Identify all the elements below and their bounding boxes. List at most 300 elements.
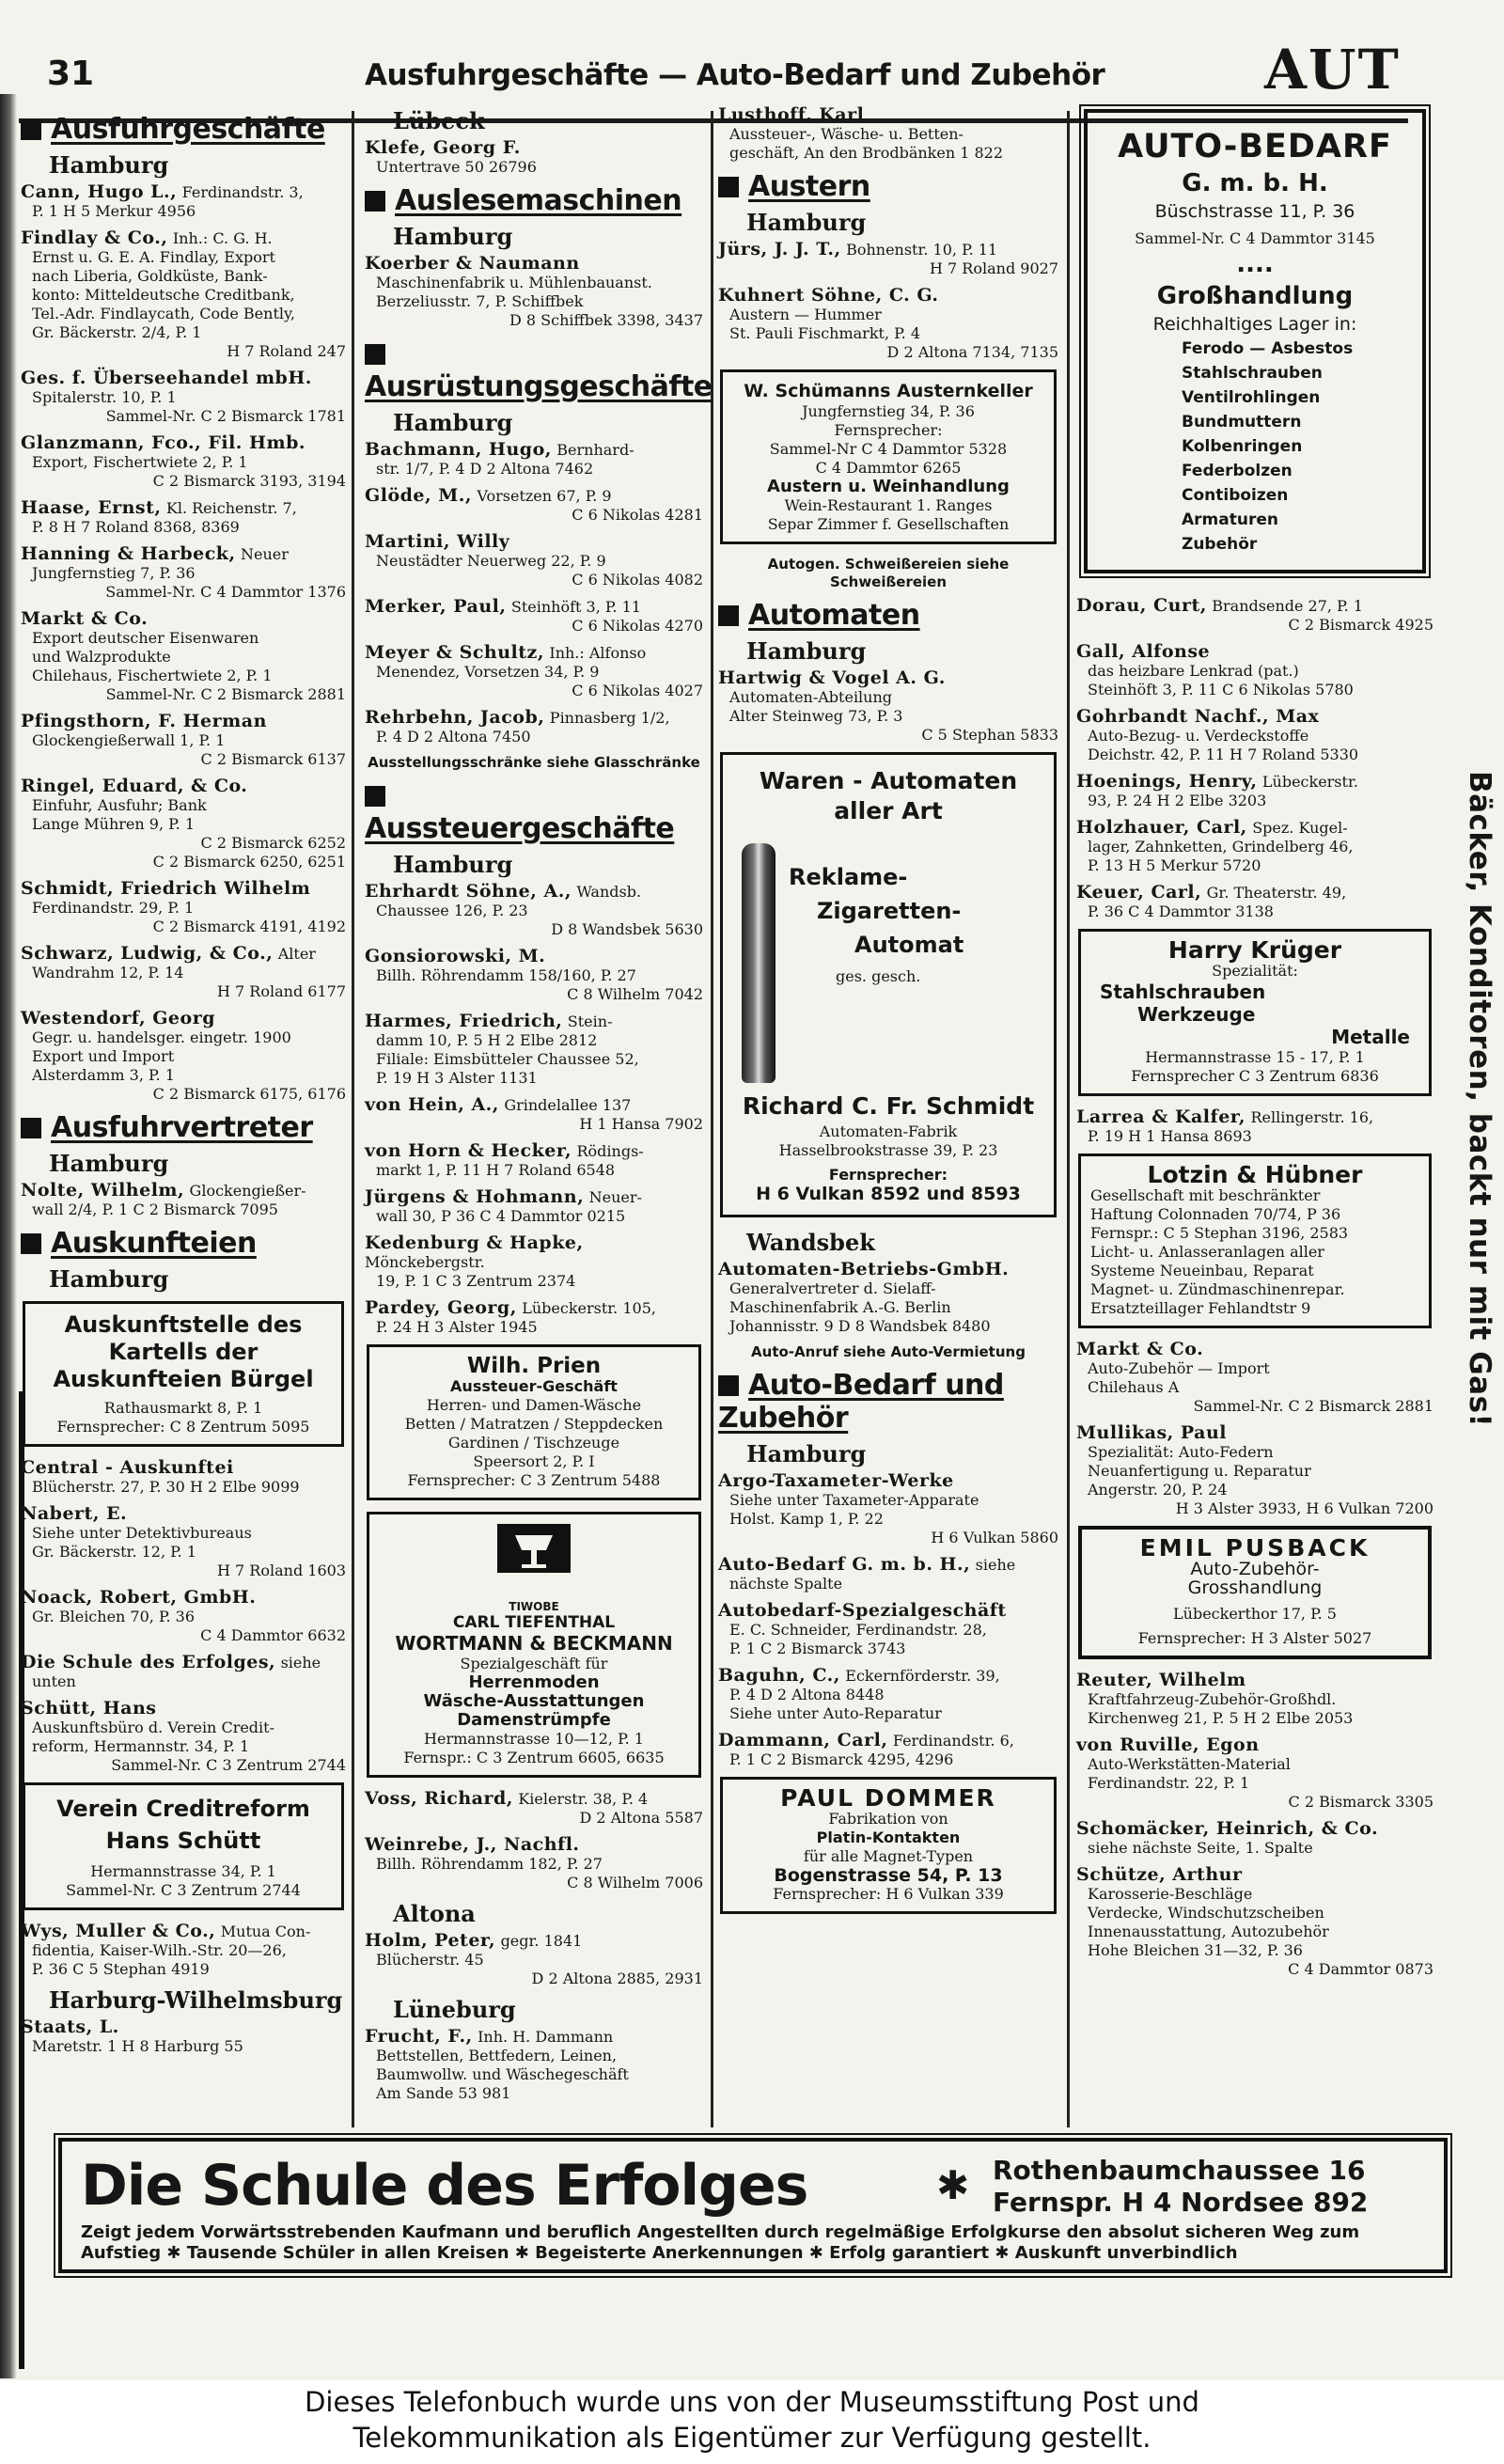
directory-entry [21,1588,346,1645]
entry-list [718,1260,1058,1336]
entry-name: Baguhn, C., [718,1665,840,1686]
entry-address: Bohnenstr. 10, P. 11 [846,241,998,259]
entry-address: Bernhard- [556,441,634,459]
entry-name: Central - Auskunftei [21,1457,234,1478]
entry-address: Stein- [567,1012,613,1030]
directory-entry [365,1187,703,1226]
directory-entry [718,1601,1058,1658]
section-heading: Austern [718,170,1058,203]
entry-line: Lange Mühren 9, P. 1 [32,815,195,833]
entry-name: Noack, Robert, GmbH. [21,1587,257,1608]
city-heading: Altona [393,1900,476,1927]
directory-entry [1076,1340,1434,1416]
directory-entry [718,668,1058,745]
entry-name: Hartwig & Vogel A. G. [718,667,946,688]
entry-line: Billh. Röhrendamm 182, P. 27 [376,1855,603,1873]
directory-entry [21,1181,346,1219]
directory-entry [365,708,703,746]
square-bullet-icon [365,786,385,807]
side-advert [1442,771,1498,1542]
entry-line: wall 30, P 36 C 4 Dammtor 0215 [376,1207,626,1225]
entry-name: Voss, Richard, [365,1788,513,1809]
entry-address: Lübeckerstr. 105, [522,1299,656,1317]
entry-line: St. Pauli Fischmarkt, P. 4 [729,324,920,342]
entry-line: Wandrahm 12, P. 14 [32,964,184,981]
entry-line: Spezialität: Auto-Federn [1088,1443,1274,1461]
entry-phone: C 4 Dammtor 0873 [1288,1960,1434,1978]
column-4 [1076,105,1434,1986]
entry-name: Die Schule des Erfolges, [21,1652,276,1672]
column-2 [365,105,713,2111]
entry-line: str. 1/7, P. 4 D 2 Altona 7462 [376,460,594,478]
entry-line: P. 4 D 2 Altona 7450 [376,728,531,745]
entry-phone: C 2 Bismarck 6137 [200,750,346,768]
entry-list [365,882,703,1337]
entry-phone: D 8 Wandsbek 5630 [551,920,703,938]
entry-name: Glöde, M., [365,485,472,506]
column-3 [718,105,1058,1925]
entry-name: Weinrebe, J., Nachfl. [365,1834,580,1855]
entry-address: Eckernförderstr. 39, [845,1667,1000,1685]
directory-entry [365,643,703,700]
entry-line: das heizbare Lenkrad (pat.) [1088,662,1299,680]
entry-name: Staats, L. [21,2017,119,2037]
column-divider-2 [711,111,713,2127]
entry-address: Lübeckerstr. [1261,773,1358,791]
entry-phone: D 2 Altona 7134, 7135 [886,343,1058,361]
entry-line: Steinhöft 3, P. 11 C 6 Nikolas 5780 [1088,681,1354,698]
directory-entry [1076,883,1434,921]
city-heading: Hamburg [49,1150,169,1177]
entry-list [365,138,703,177]
entry-list [365,2027,703,2103]
directory-entry [365,2027,703,2103]
page-title: Ausfuhrgeschäfte — Auto-Bedarf und Zubehör [365,58,1105,92]
directory-entry [718,1471,1058,1547]
entry-line: siehe nächste Seite, 1. Spalte [1088,1839,1313,1857]
entry-name: Hoenings, Henry, [1076,771,1258,792]
directory-entry [1076,596,1434,635]
directory-entry [365,1835,703,1892]
ad-box-schuemann: W. Schümanns Austernkeller Jungfernstieg 34, P. 36 Fernsprecher: Sammel-Nr C 4 Dammtor 5328 C 4 Dammtor 6265 Austern u. Weinhandlung Wein-Restaurant 1. Ranges Separ Zimmer f. Gesellschaften [720,369,1057,544]
ad-box-tiefenthal: TIWOBE CARL TIEFENTHAL WORTMANN & BECKMANN Spezialgeschäft für Herrenmoden Wäsche-Ausstattungen Damenstrümpfe Hermannstrasse 10—12, P. 1 Fernspr.: C 3 Zentrum 6605, 6635 [367,1512,701,1778]
entry-line: Baumwollw. und Wäschegeschäft [376,2065,629,2083]
section-heading: Auskunfteien [21,1227,346,1260]
entry-line: Auskunftsbüro d. Verein Credit- [32,1719,274,1736]
entry-line: wall 2/4, P. 1 C 2 Bismarck 7095 [32,1201,278,1218]
entry-line: Neuanfertigung u. Reparatur [1088,1462,1311,1480]
directory-entry [365,254,703,330]
square-bullet-icon [718,605,739,626]
directory-entry [365,597,703,636]
entry-address: Glockengießer- [189,1182,306,1200]
entry-list [21,1458,346,1775]
directory-entry [718,1260,1058,1336]
entry-address: Ferdinandstr. 3, [181,183,304,201]
directory-entry [365,138,703,177]
ad-box-prien: Wilh. Prien Aussteuer-Geschäft Herren- und Damen-Wäsche Betten / Matratzen / Steppdecken Gardinen / Tischzeuge Speersort 2, P. I Fernsprecher: C 3 Zentrum 5488 [367,1344,701,1500]
entry-address: gegr. 1841 [500,1932,583,1950]
banner-ad-schule-des-erfolges [58,2138,1448,2273]
entry-line: Untertrave 50 26796 [376,158,537,176]
ad-box-schmidt-automaten: Waren - Automaten aller Art Reklame- Zigaretten- Automat ges. gesch. Richard C. Fr. Schmidt Automaten-Fabrik Hasselbrookstrasse 39, P. 23 Fernsprecher: H 6 Vulkan 8592 und 8593 [720,752,1057,1217]
entry-phone: C 8 Wilhelm 7006 [567,1874,703,1891]
entry-line: Billh. Röhrendamm 158/160, P. 27 [376,966,636,984]
directory-entry [365,1095,703,1134]
entry-phone: Sammel-Nr. C 3 Zentrum 2744 [111,1756,346,1774]
section-heading: Auslesemaschinen [365,184,703,217]
entry-line: Tel.-Adr. Findlaycath, Code Bently, [32,305,295,322]
entry-line: Glockengießerwall 1, P. 1 [32,731,226,749]
entry-address: Mönckebergstr. [365,1253,485,1271]
entry-phone: H 7 Roland 247 [227,342,346,360]
directory-entry [21,879,346,936]
entry-name: Schütt, Hans [21,1698,157,1719]
entry-list [365,440,703,746]
entry-list [718,105,1058,163]
directory-entry [365,1298,703,1337]
entry-line: Ferdinandstr. 22, P. 1 [1088,1774,1250,1792]
entry-line: Einfuhr, Ausfuhr; Bank [32,796,207,814]
entry-line: Hohe Bleichen 31—32, P. 36 [1088,1941,1303,1959]
entry-line: 93, P. 24 H 2 Elbe 3203 [1088,792,1267,809]
entry-phone: Sammel-Nr. C 2 Bismarck 2881 [105,685,346,703]
directory-entry [1076,1107,1434,1146]
entry-name: Ges. f. Überseehandel mbH. [21,368,312,388]
entry-phone: C 6 Nikolas 4270 [572,617,703,635]
entry-line: Blücherstr. 45 [376,1951,484,1969]
ad-box-buergel: Auskunftstelle des Kartells der Auskunfteien Bürgel Rathausmarkt 8, P. 1 Fernsprecher: C 8 Zentrum 5095 [23,1301,344,1447]
entry-list [21,2017,346,2056]
square-bullet-icon [718,177,739,197]
directory-entry [21,1504,346,1580]
section-heading: Aussteuergeschäfte [365,779,703,845]
entry-line: P. 24 H 3 Alster 1945 [376,1318,538,1336]
entry-name: Keuer, Carl, [1076,882,1202,902]
entry-line: Siehe unter Taxameter-Apparate [729,1491,979,1509]
entry-line: Export und Import [32,1047,175,1065]
directory-entry [1076,818,1434,875]
entry-list [718,668,1058,745]
entry-name: Ringel, Eduard, & Co. [21,776,248,796]
square-bullet-icon [21,1233,41,1254]
section-heading: Automaten [718,599,1058,632]
entry-line: Bettstellen, Bettfedern, Leinen, [376,2047,618,2064]
square-bullet-icon [21,119,41,140]
entry-list [365,1789,703,1892]
entry-list [718,1471,1058,1769]
entry-list [21,182,346,1104]
entry-list [21,1922,346,1979]
entry-name: Kuhnert Söhne, C. G. [718,285,939,306]
entry-name: Jürgens & Hohmann, [365,1186,585,1207]
directory-entry [718,1666,1058,1723]
entry-phone: Sammel-Nr. C 4 Dammtor 1376 [105,583,346,601]
entry-phone: H 7 Roland 6177 [217,982,346,1000]
entry-phone: C 2 Bismarck 3193, 3194 [152,472,346,490]
entry-address: Alter [277,945,316,963]
entry-name: Gonsiorowski, M. [365,946,546,966]
directory-entry [365,1789,703,1828]
entry-line: Austern — Hummer [729,306,882,323]
entry-phone: D 8 Schiffbek 3398, 3437 [509,311,703,329]
city-heading: Lübeck [393,107,485,134]
entry-name: Schmidt, Friedrich Wilhelm [21,878,311,899]
entry-address: Inh.: Alfonso [549,644,647,662]
side-advert-text: Bäcker, Konditoren, backt nur mit Gas! [1463,771,1496,1428]
ad-box-lotzin: Lotzin & Hübner Gesellschaft mit beschränkter Haftung Colonnaden 70/74, P 36 Fernspr.: C 5 Stephan 3196, 2583 Licht- u. Anlasseranlagen aller Systeme Neueinbau, Reparat Magnet- u. Zündmaschinenrepar. Ersatzteillager Fehlandtstr 9 [1078,1154,1432,1328]
entry-name: Markt & Co. [21,608,149,629]
entry-address: siehe [280,1654,321,1671]
entry-phone: Sammel-Nr. C 2 Bismarck 2881 [1193,1397,1434,1415]
entry-name: Kedenburg & Hapke, [365,1232,584,1253]
entry-name: Reuter, Wilhelm [1076,1670,1246,1690]
square-bullet-icon [365,344,385,365]
entry-line: Verdecke, Windschutzscheiben [1088,1904,1324,1922]
entry-phone: C 6 Nikolas 4281 [572,506,703,524]
entry-line: markt 1, P. 11 H 7 Roland 6548 [376,1161,616,1179]
entry-line: Generalvertreter d. Sielaff- [729,1279,936,1297]
directory-entry [365,1012,703,1088]
directory-entry [21,1699,346,1775]
page-header [0,38,1504,102]
entry-list [1076,1340,1434,1518]
city-heading: Wandsbek [746,1229,875,1256]
directory-entry [365,1141,703,1180]
entry-address: Gr. Theaterstr. 49, [1206,884,1347,902]
entry-line: P. 1 H 5 Merkur 4956 [32,202,196,220]
entry-name: Mullikas, Paul [1076,1422,1228,1443]
entry-line: konto: Mitteldeutsche Creditbank, [32,286,295,304]
entry-line: Aussteuer-, Wäsche- u. Betten- [729,125,964,143]
entry-name: von Ruville, Egon [1076,1734,1260,1755]
entry-line: Chilehaus, Fischertwiete 2, P. 1 [32,667,273,684]
directory-entry [365,882,703,939]
entry-address: Pinnasberg 1/2, [549,709,670,727]
entry-address: Inh.: C. G. H. [172,229,273,247]
product-item: Zubehör [1182,535,1258,554]
entry-line: P. 13 H 5 Merkur 5720 [1088,856,1261,874]
entry-name: Haase, Ernst, [21,497,162,518]
cross-reference: Ausstellungsschränke siehe Glasschränke [368,754,700,771]
entry-line: P. 1 C 2 Bismarck 4295, 4296 [729,1750,954,1768]
banner-title: Die Schule des Erfolges [81,2153,808,2219]
entry-name: von Hein, A., [365,1094,499,1115]
entry-phone: H 6 Vulkan 5860 [931,1529,1058,1546]
entry-name: Schütze, Arthur [1076,1864,1243,1885]
entry-line: damm 10, P. 5 H 2 Elbe 2812 [376,1031,598,1049]
entry-line: Innenausstattung, Autozubehör [1088,1923,1329,1940]
directory-entry [1076,772,1434,810]
entry-name: Markt & Co. [1076,1339,1204,1359]
product-item: Stahlschrauben [1182,364,1323,383]
directory-entry [21,2017,346,2056]
directory-entry [1076,1735,1434,1812]
directory-entry [1076,1423,1434,1518]
section-heading: Ausfuhrgeschäfte [21,113,346,146]
product-item: Armaturen [1182,510,1278,529]
product-item: Contiboizen [1182,486,1289,505]
entry-phone: C 2 Bismarck 3305 [1288,1793,1434,1811]
banner-tagline: Zeigt jedem Vorwärtsstrebenden Kaufmann und beruflich Angestellten durch regelmäßige Erfolgkurse den absolut sicheren Weg zum Aufstieg ✱ Tausende Schüler in allen Kreisen ✱ Begeisterte Anerkennungen ✱ Erfolg garantiert ✱ Auskunft unverbindlich [81,2222,1360,2263]
entry-line: Filiale: Eimsbütteler Chaussee 52, [376,1050,639,1068]
ad-box-dommer: PAUL DOMMER Fabrikation von Platin-Kontakten für alle Magnet-Typen Bogenstrasse 54, P. 13 Fernsprecher: H 6 Vulkan 339 [720,1777,1057,1914]
banner-contact: Rothenbaumchaussee 16 Fernspr. H 4 Nordsee 892 [993,2155,1369,2218]
entry-line: reform, Hermannstr. 34, P. 1 [32,1737,250,1755]
section-heading: Ausrüstungsgeschäfte [365,337,703,403]
entry-phone: D 2 Altona 5587 [579,1809,703,1827]
city-heading: Hamburg [49,151,169,179]
entry-line: Export deutscher Eisenwaren [32,629,259,647]
entry-name: Autobedarf-Spezialgeschäft [718,1600,1007,1621]
entry-phone: H 3 Alster 3933, H 6 Vulkan 7200 [1175,1499,1434,1517]
entry-address: Kielerstr. 38, P. 4 [518,1790,649,1808]
entry-line: Holst. Kamp 1, P. 22 [729,1510,884,1528]
entry-name: Frucht, F., [365,2026,473,2047]
entry-line: Maschinenfabrik u. Mühlenbauanst. [376,274,652,291]
entry-line: Spitalerstr. 10, P. 1 [32,388,177,406]
directory-entry [718,240,1058,278]
entry-line: Automaten-Abteilung [729,688,893,706]
ad-box-pusback: EMIL PUSBACK Auto-Zubehör- Grosshandlung Lübeckerthor 17, P. 5 Fernsprecher: H 3 Alster 5027 [1078,1526,1432,1659]
entry-line: Johannisstr. 9 D 8 Wandsbek 8480 [729,1317,991,1335]
entry-name: Argo-Taxameter-Werke [718,1470,954,1491]
entry-line: Angerstr. 20, P. 24 [1088,1481,1228,1499]
entry-phone: D 2 Altona 2885, 2931 [531,1970,703,1987]
entry-list [1076,596,1434,921]
entry-line: P. 4 D 2 Altona 8448 [729,1686,885,1703]
entry-line: Maschinenfabrik A.-G. Berlin [729,1298,951,1316]
entry-name: Wys, Muller & Co., [21,1921,216,1941]
entry-line: Kirchenweg 21, P. 5 H 2 Elbe 2053 [1088,1709,1354,1727]
directory-entry [21,498,346,537]
entry-name: Martini, Willy [365,531,510,552]
entry-line: Gr. Bäckerstr. 12, P. 1 [32,1543,197,1561]
entry-line: Auto-Bezug- u. Verdeckstoffe [1088,727,1309,745]
entry-name: Nabert, E. [21,1503,128,1524]
entry-address: Kl. Reichenstr. 7, [165,499,297,517]
entry-line: E. C. Schneider, Ferdinandstr. 28, [729,1621,987,1639]
entry-name: Meyer & Schultz, [365,642,544,663]
directory-entry [21,433,346,491]
product-item: Ventilrohlingen [1182,388,1321,407]
directory-entry [21,228,346,361]
entry-address: Wandsb. [576,883,642,901]
section-heading: Auto-Bedarf und Zubehör [718,1369,1004,1435]
directory-entry [365,486,703,525]
directory-entry [365,532,703,589]
entry-phone: C 2 Bismarck 6175, 6176 [152,1085,346,1103]
entry-line: Alter Steinweg 73, P. 3 [729,707,903,725]
ad-box-auto-bedarf: AUTO-BEDARF G. m. b. H. Büschstrasse 11, P. 36 Sammel-Nr. C 4 Dammtor 3145 .... Großhandlung Reichhaltiges Lager in: Ferodo — Asbestos Stahlschrauben Ventilrohlingen Bundmuttern Kolbenringen Federbolzen Contiboizen Armaturen Zubehör [1084,109,1426,573]
city-heading: Hamburg [746,209,867,236]
entry-line: Berzeliusstr. 7, P. Schiffbek [376,292,584,310]
entry-line: Menendez, Vorsetzen 34, P. 9 [376,663,600,681]
entry-address: Rellingerstr. 16, [1250,1108,1374,1126]
entry-line: Am Sande 53 981 [376,2084,511,2102]
product-item: Ferodo — Asbestos [1182,339,1354,358]
entry-line: lager, Zahnketten, Grindelberg 46, [1088,838,1354,855]
entry-line: Ernst u. G. E. A. Findlay, Export [32,248,275,266]
entry-address: Grindelallee 137 [504,1096,632,1114]
entry-phone: C 6 Nikolas 4082 [572,571,703,589]
cross-reference: Autogen. Schweißereien siehe Schweißereien [767,556,1010,590]
entry-name: Findlay & Co., [21,228,168,248]
city-heading: Hamburg [746,1440,867,1467]
entry-name: Holzhauer, Carl, [1076,817,1247,838]
directory-entry [21,777,346,871]
entry-line: Kraftfahrzeug-Zubehör-Großhdl. [1088,1690,1337,1708]
city-heading: Hamburg [393,223,513,250]
entry-line: Gegr. u. handelsger. eingetr. 1900 [32,1028,291,1046]
entry-line: Neustädter Neuerweg 22, P. 9 [376,552,606,570]
entry-address: Brandsende 27, P. 1 [1212,597,1363,615]
cross-reference: Auto-Anruf siehe Auto-Vermietung [751,1343,1026,1360]
entry-line: Chilehaus A [1088,1378,1180,1396]
entry-line: Alsterdamm 3, P. 1 [32,1066,175,1084]
entry-name: Pardey, Georg, [365,1297,517,1318]
entry-line: nach Liberia, Goldküste, Bank- [32,267,268,285]
entry-line: Blücherstr. 27, P. 30 H 2 Elbe 9099 [32,1478,300,1496]
product-list [1097,337,1413,557]
entry-line: P. 36 C 5 Stephan 4919 [32,1960,210,1978]
entry-line: P. 8 H 7 Roland 8368, 8369 [32,518,240,536]
directory-entry [365,947,703,1004]
ad-box-krueger: Harry Krüger Spezialität: Stahlschrauben Werkzeuge Metalle Hermannstrasse 15 - 17, P. 1 Fernsprecher C 3 Zentrum 6836 [1078,929,1432,1096]
entry-name: Lusthoff, Karl [718,104,865,125]
entry-phone: C 2 Bismarck 6250, 6251 [152,853,346,871]
entry-line: Chaussee 126, P. 23 [376,902,528,919]
entry-name: von Horn & Hecker, [365,1140,572,1161]
entry-address: siehe [975,1556,1016,1574]
entry-list [365,254,703,330]
entry-line: Siehe unter Auto-Reparatur [729,1704,942,1722]
entry-line: Siehe unter Detektivbureaus [32,1524,252,1542]
entry-line: fidentia, Kaiser-Wilh.-Str. 20—26, [32,1941,287,1959]
square-bullet-icon [21,1118,41,1138]
directory-entry [1076,1671,1434,1728]
directory-entry [21,1653,346,1691]
entry-line: Jungfernstieg 7, P. 36 [32,564,196,582]
entry-address: Mutua Con- [220,1923,311,1940]
entry-address: Vorsetzen 67, P. 9 [477,487,612,505]
entry-list [21,1181,346,1219]
entry-line: 19, P. 1 C 3 Zentrum 2374 [376,1272,576,1290]
directory-entry [21,369,346,426]
entry-address: Neuer [241,545,289,563]
entry-name: Holm, Peter, [365,1930,496,1951]
directory-entry [21,1458,346,1497]
city-heading: Hamburg [746,637,867,665]
directory-entry [365,1233,703,1291]
entry-line: Auto-Werkstätten-Material [1088,1755,1291,1773]
vending-machine-icon [742,843,776,1083]
directory-entry [718,1555,1058,1593]
entry-name: Koerber & Naumann [365,253,580,274]
city-heading: Lüneburg [393,1996,516,2023]
entry-name: Jürs, J. J. T., [718,239,841,259]
entry-line: unten [32,1672,76,1690]
directory-entry [21,544,346,602]
product-item: Kolbenringen [1182,437,1303,456]
entry-name: Gohrbandt Nachf., Max [1076,706,1320,727]
directory-entry [1076,642,1434,699]
entry-name: Westendorf, Georg [21,1008,215,1028]
entry-name: Ehrhardt Söhne, A., [365,881,572,902]
entry-line: P. 1 C 2 Bismarck 3743 [729,1640,906,1657]
directory-entry [21,712,346,769]
entry-phone: H 7 Roland 9027 [930,259,1058,277]
